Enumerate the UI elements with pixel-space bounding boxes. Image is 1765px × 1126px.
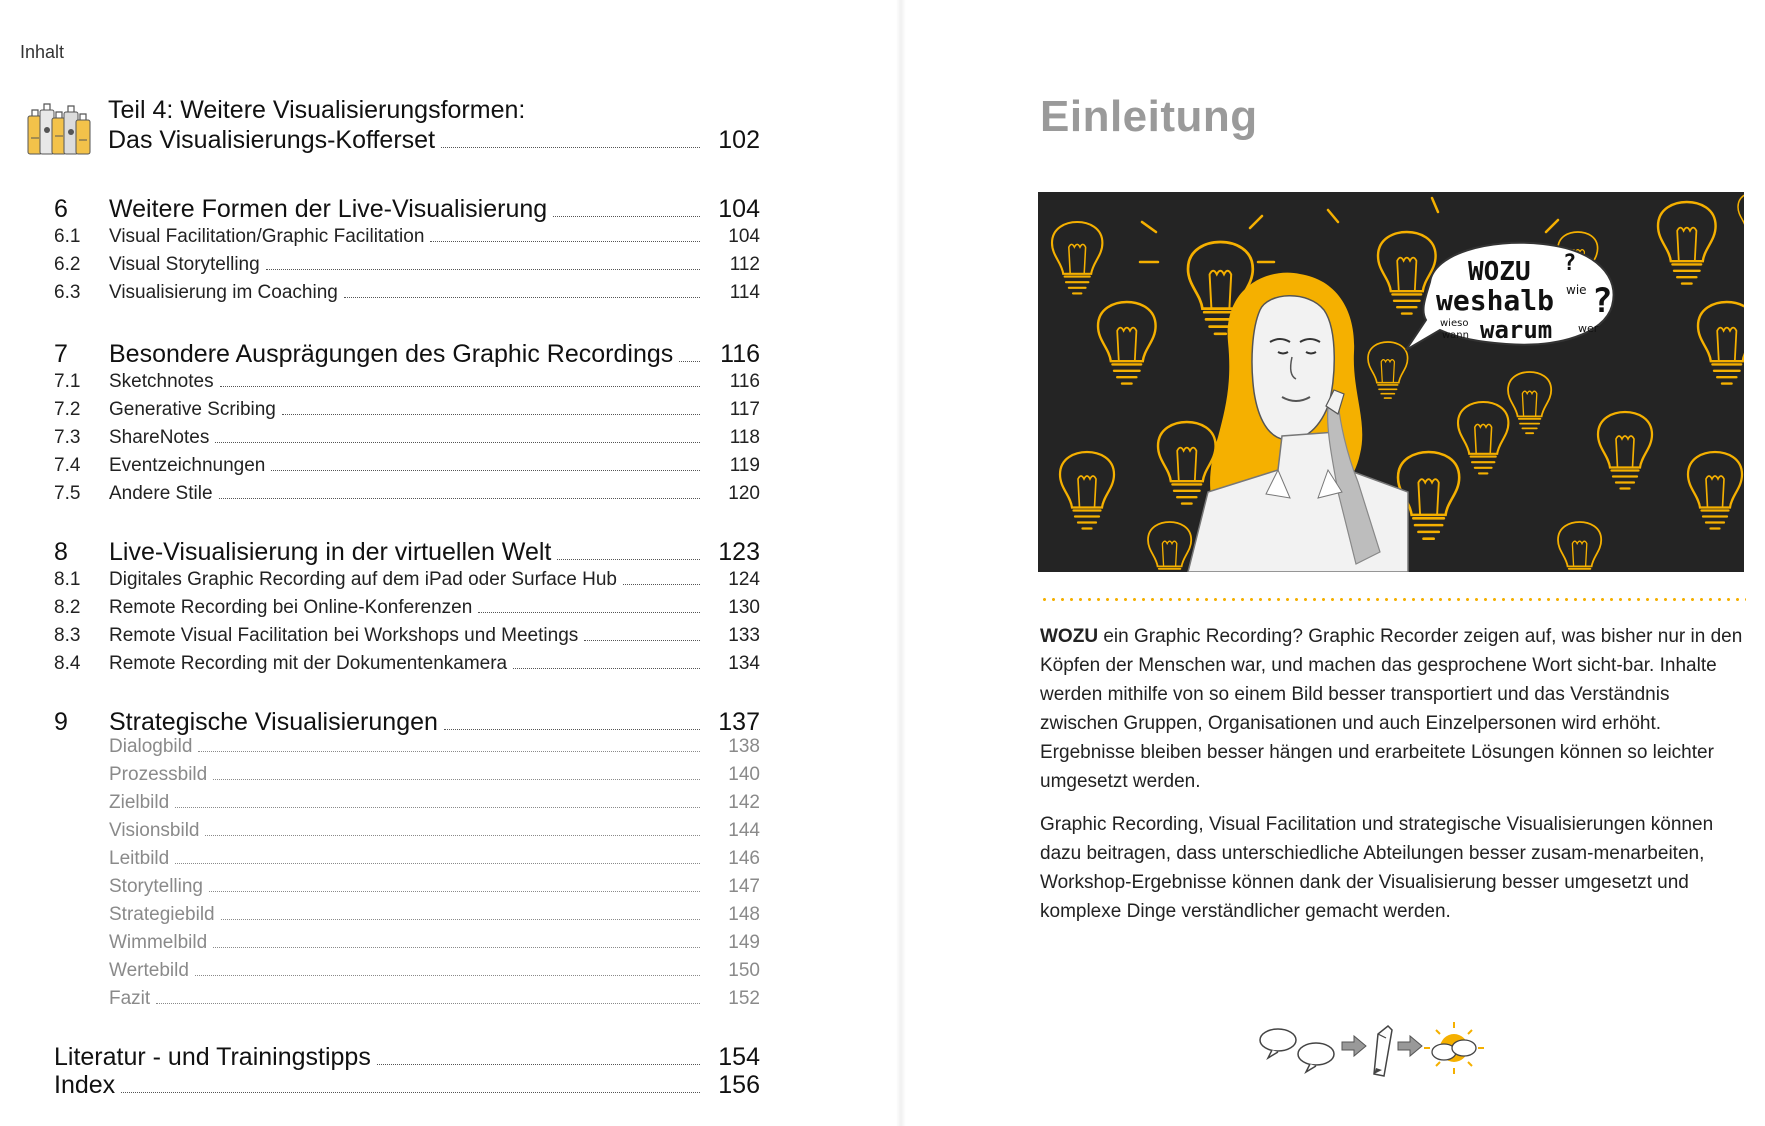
toc-entry-page: 147 (728, 876, 760, 897)
toc-leader-dots (215, 442, 700, 443)
toc-entry[interactable] (54, 340, 760, 369)
toc-entry-title: Wimmelbild (109, 932, 208, 953)
toc-part-entry[interactable] (108, 95, 760, 155)
toc-leader-dots (213, 947, 700, 948)
toc-entry-title: Prozessbild (109, 764, 208, 785)
toc-entry[interactable] (54, 876, 760, 898)
toc-entry[interactable] (54, 1043, 760, 1072)
lightbulb-icon (1738, 192, 1744, 243)
toc-entry[interactable] (54, 904, 760, 926)
toc-entry[interactable] (54, 569, 760, 591)
toc-entry[interactable] (54, 708, 760, 737)
toc-leader-dots (557, 559, 700, 560)
intro-paragraph-1 (1040, 622, 1746, 796)
toc-entry-number: 8.3 (54, 625, 81, 646)
lightbulb-icon (1508, 372, 1551, 433)
toc-entry-title: Fazit (109, 988, 151, 1009)
toc-entry[interactable] (54, 455, 760, 477)
toc-entry-title: Digitales Graphic Recording auf dem iPad oder Surface Hub (109, 569, 617, 590)
lightbulb-icon (1658, 202, 1716, 284)
toc-leader-dots (175, 863, 700, 864)
toc-entry-number: 9 (54, 708, 68, 736)
bubble-word-wann: wann (1442, 330, 1469, 341)
bubble-word-wieso: wieso (1440, 318, 1469, 329)
toc-leader-dots (513, 668, 700, 669)
toc-entry[interactable] (54, 848, 760, 870)
toc-entry-title: Andere Stile (109, 483, 213, 504)
toc-entry[interactable] (54, 427, 760, 449)
toc-entry-number: 6.3 (54, 282, 81, 303)
toc-entry[interactable] (54, 597, 760, 619)
toc-entry-page: 137 (718, 708, 760, 736)
toc-leader-dots (198, 751, 700, 752)
toc-entry[interactable] (54, 625, 760, 647)
toc-leader-dots (377, 1064, 700, 1065)
toc-leader-dots (209, 891, 700, 892)
toc-entry-page: 104 (728, 226, 760, 247)
book-gutter (896, 0, 906, 1126)
toc-entry[interactable] (54, 764, 760, 786)
toc-entry-title: Leitbild (109, 848, 170, 869)
toc-part-line1: Teil 4: Weitere Visualisierungsformen: (108, 96, 526, 124)
toc-entry-number: 7.4 (54, 455, 81, 476)
toc-entry-page: 144 (728, 820, 760, 841)
chapter-title: Einleitung (1040, 92, 1258, 141)
intro-paragraph-1-text: ein Graphic Recording? Graphic Recorder zeigen auf, was bisher nur in den Köpfen der Menschen war, und machen das gesprochene Wort sicht-bar. Inhalte werden mithilfe von so einem Bild besser transportiert und das Verständnis zwischen Gruppen, Organisationen und auch Einzelpersonen wird erhöht. Ergebnisse bleiben besser hängen und erarbeitete Lösungen können so leichter umgesetzt werden. (1040, 626, 1743, 792)
toc-entry-page: 119 (729, 455, 760, 476)
toc-entry-title: Zielbild (109, 792, 170, 813)
toc-entry-number: 7.5 (54, 483, 81, 504)
process-icons (1258, 1018, 1484, 1084)
toc-entry-page: 152 (728, 988, 760, 1009)
toc-entry-title: Sketchnotes (109, 371, 214, 392)
toc-entry-page: 156 (718, 1071, 760, 1099)
toc-entry-title: Visualisierung im Coaching (109, 282, 338, 303)
toc-part-line2: Das Visualisierungs-Kofferset (108, 126, 436, 154)
lightbulb-icon (1558, 522, 1601, 572)
toc-entry-number: 7.1 (54, 371, 81, 392)
toc-leader-dots (195, 975, 700, 976)
toc-entry-number: 8.1 (54, 569, 81, 590)
toc-entry[interactable] (54, 960, 760, 982)
toc-leader-dots (266, 269, 700, 270)
toc-entry-number: 8.2 (54, 597, 81, 618)
toc-entry-number: 6.1 (54, 226, 81, 247)
toc-leader-dots (282, 414, 700, 415)
toc-entry[interactable] (54, 538, 760, 567)
toc-entry-page: 133 (728, 625, 760, 646)
toc-leader-dots (156, 1003, 700, 1004)
toc-entry-number: 8 (54, 538, 68, 566)
toc-entry-page: 124 (728, 569, 760, 590)
hero-illustration (1038, 192, 1744, 572)
toc-entry[interactable] (54, 195, 760, 224)
lightbulb-icon (1698, 302, 1744, 384)
toc-entry-page: 146 (728, 848, 760, 869)
toc-entry[interactable] (54, 653, 760, 675)
toc-entry-title: Visual Facilitation/Graphic Facilitation (109, 226, 425, 247)
toc-entry[interactable] (54, 254, 760, 276)
toc-entry-page: 140 (728, 764, 760, 785)
toc-leader-dots (205, 835, 700, 836)
toc-entry-title: Visual Storytelling (109, 254, 260, 275)
toc-entry-page: 104 (718, 195, 760, 223)
toc-entry-page: 130 (728, 597, 760, 618)
toc-entry-page: 116 (720, 340, 760, 368)
toc-leader-dots (553, 216, 700, 217)
toc-entry[interactable] (54, 399, 760, 421)
toc-leader-dots (175, 807, 700, 808)
toc-part-page: 102 (718, 126, 760, 154)
toc-leader-dots (584, 640, 700, 641)
toc-leader-dots (441, 147, 700, 148)
toc-entry-number: 6.2 (54, 254, 81, 275)
dotted-divider (1040, 598, 1746, 601)
lightbulb-icon (1158, 422, 1216, 504)
toc-entry-page: 154 (718, 1043, 760, 1071)
toc-entry-page: 116 (729, 371, 760, 392)
toc-entry[interactable] (54, 1071, 760, 1100)
toc-leader-dots (121, 1092, 700, 1093)
toc-entry-page: 149 (728, 932, 760, 953)
lightbulb-icon (1598, 412, 1652, 489)
lightbulb-icon (1060, 452, 1114, 529)
toc-entry-title: Wertebild (109, 960, 189, 981)
toc-entry-title: Strategiebild (109, 904, 215, 925)
toc-entry-page: 120 (728, 483, 760, 504)
toc-entry-number: 7.2 (54, 399, 81, 420)
toc-entry[interactable] (54, 932, 760, 954)
toc-entry-page: 123 (718, 538, 760, 566)
toc-leader-dots (430, 241, 700, 242)
pencil-icon (1374, 1026, 1392, 1076)
toc-entry-page: 114 (729, 282, 760, 303)
toc-entry[interactable] (54, 988, 760, 1010)
lightbulb-icon (1368, 342, 1408, 398)
toc-leader-dots (219, 498, 700, 499)
bubble-word-wozu: WOZU (1468, 257, 1531, 287)
toc-entry-page: 148 (728, 904, 760, 925)
toc-entry-title: Storytelling (109, 876, 203, 897)
toc-entry-page: 142 (728, 792, 760, 813)
toc-entry-title: Remote Recording mit der Dokumentenkamera (109, 653, 508, 674)
speech-bubbles-icon (1260, 1029, 1334, 1072)
toc-entry-title: Dialogbild (109, 736, 193, 757)
toc-entry-title: Weitere Formen der Live-Visualisierung (109, 195, 548, 223)
toc-entry-title: Remote Visual Facilitation bei Workshops und Meetings (109, 625, 579, 646)
toc-entry-title: Live-Visualisierung in der virtuellen Welt (109, 538, 552, 566)
toc-entry-title: ShareNotes (109, 427, 210, 448)
thinking-woman-illustration (1188, 273, 1408, 572)
toc-entry-title: Index (54, 1071, 116, 1099)
toc-entry-title: Eventzeichnungen (109, 455, 266, 476)
arrow-right-icon-2 (1398, 1036, 1422, 1056)
toc-entry-title: Besondere Ausprägungen des Graphic Recordings (109, 340, 674, 368)
toc-leader-dots (221, 919, 700, 920)
toc-entry[interactable] (54, 736, 760, 758)
intro-lead-word: WOZU (1040, 626, 1099, 647)
toc-leader-dots (444, 729, 700, 730)
bubble-word-wie: wie (1566, 283, 1587, 297)
bubble-word-weshalb: weshalb (1436, 284, 1555, 317)
toc-leader-dots (344, 297, 700, 298)
toc-entry-page: 150 (728, 960, 760, 981)
toc-entry-page: 118 (729, 427, 760, 448)
toc-entry[interactable] (54, 371, 760, 393)
toc-entry[interactable] (54, 226, 760, 248)
toc-leader-dots (220, 386, 700, 387)
lightbulb-icon (1148, 522, 1191, 572)
toc-entry[interactable] (54, 820, 760, 842)
toc-entry-number: 7 (54, 340, 68, 368)
speech-bubble (1406, 243, 1614, 350)
lightbulb-icon (1052, 222, 1102, 293)
toc-entry-page: 134 (728, 653, 760, 674)
toc-entry-number: 8.4 (54, 653, 81, 674)
bubble-word-warum: warum (1480, 316, 1553, 344)
toc-entry-page: 117 (729, 399, 760, 420)
toc-entry-title: Visionsbild (109, 820, 200, 841)
toc-entry[interactable] (54, 483, 760, 505)
lightbulb-icon (1688, 452, 1742, 529)
toc-entry[interactable] (54, 282, 760, 304)
toc-leader-dots (271, 470, 700, 471)
toc-entry[interactable] (54, 792, 760, 814)
toc-leader-dots (679, 361, 700, 362)
lightbulb-icon (1098, 302, 1156, 384)
svg-text:?: ? (1592, 281, 1613, 321)
toc-leader-dots (623, 584, 700, 585)
toc-entry-title: Remote Recording bei Online-Konferenzen (109, 597, 473, 618)
lightbulb-icon (1458, 402, 1508, 473)
lightbulb-idea-icon (1424, 1022, 1484, 1074)
svg-text:?: ? (1563, 251, 1577, 276)
bubble-word-wer: wer (1578, 322, 1599, 335)
toc-entry-title: Strategische Visualisierungen (109, 708, 438, 736)
toc-entry-number: 7.3 (54, 427, 81, 448)
toc-entry-title: Literatur - und Trainingstipps (54, 1043, 371, 1071)
toc-leader-dots (213, 779, 700, 780)
intro-paragraph-2: Graphic Recording, Visual Facilitation und strategische Visualisierungen können dazu beitragen, dass unterschiedliche Abteilungen besser zusam-menarbeiten, Workshop-Ergebnisse können dank der Visualisierung besser umgesetzt und komplexe Dinge verständlicher gemacht werden. (1040, 814, 1714, 922)
intro-text (1040, 622, 1746, 940)
toc-entry-title: Generative Scribing (109, 399, 276, 420)
arrow-right-icon (1342, 1036, 1366, 1056)
toc-leader-dots (478, 612, 700, 613)
toc-entry-page: 112 (729, 254, 760, 275)
suitcase-set-icon (26, 98, 92, 158)
toc-entry-page: 138 (728, 736, 760, 757)
running-head: Inhalt (20, 42, 65, 62)
toc-entry-number: 6 (54, 195, 68, 223)
